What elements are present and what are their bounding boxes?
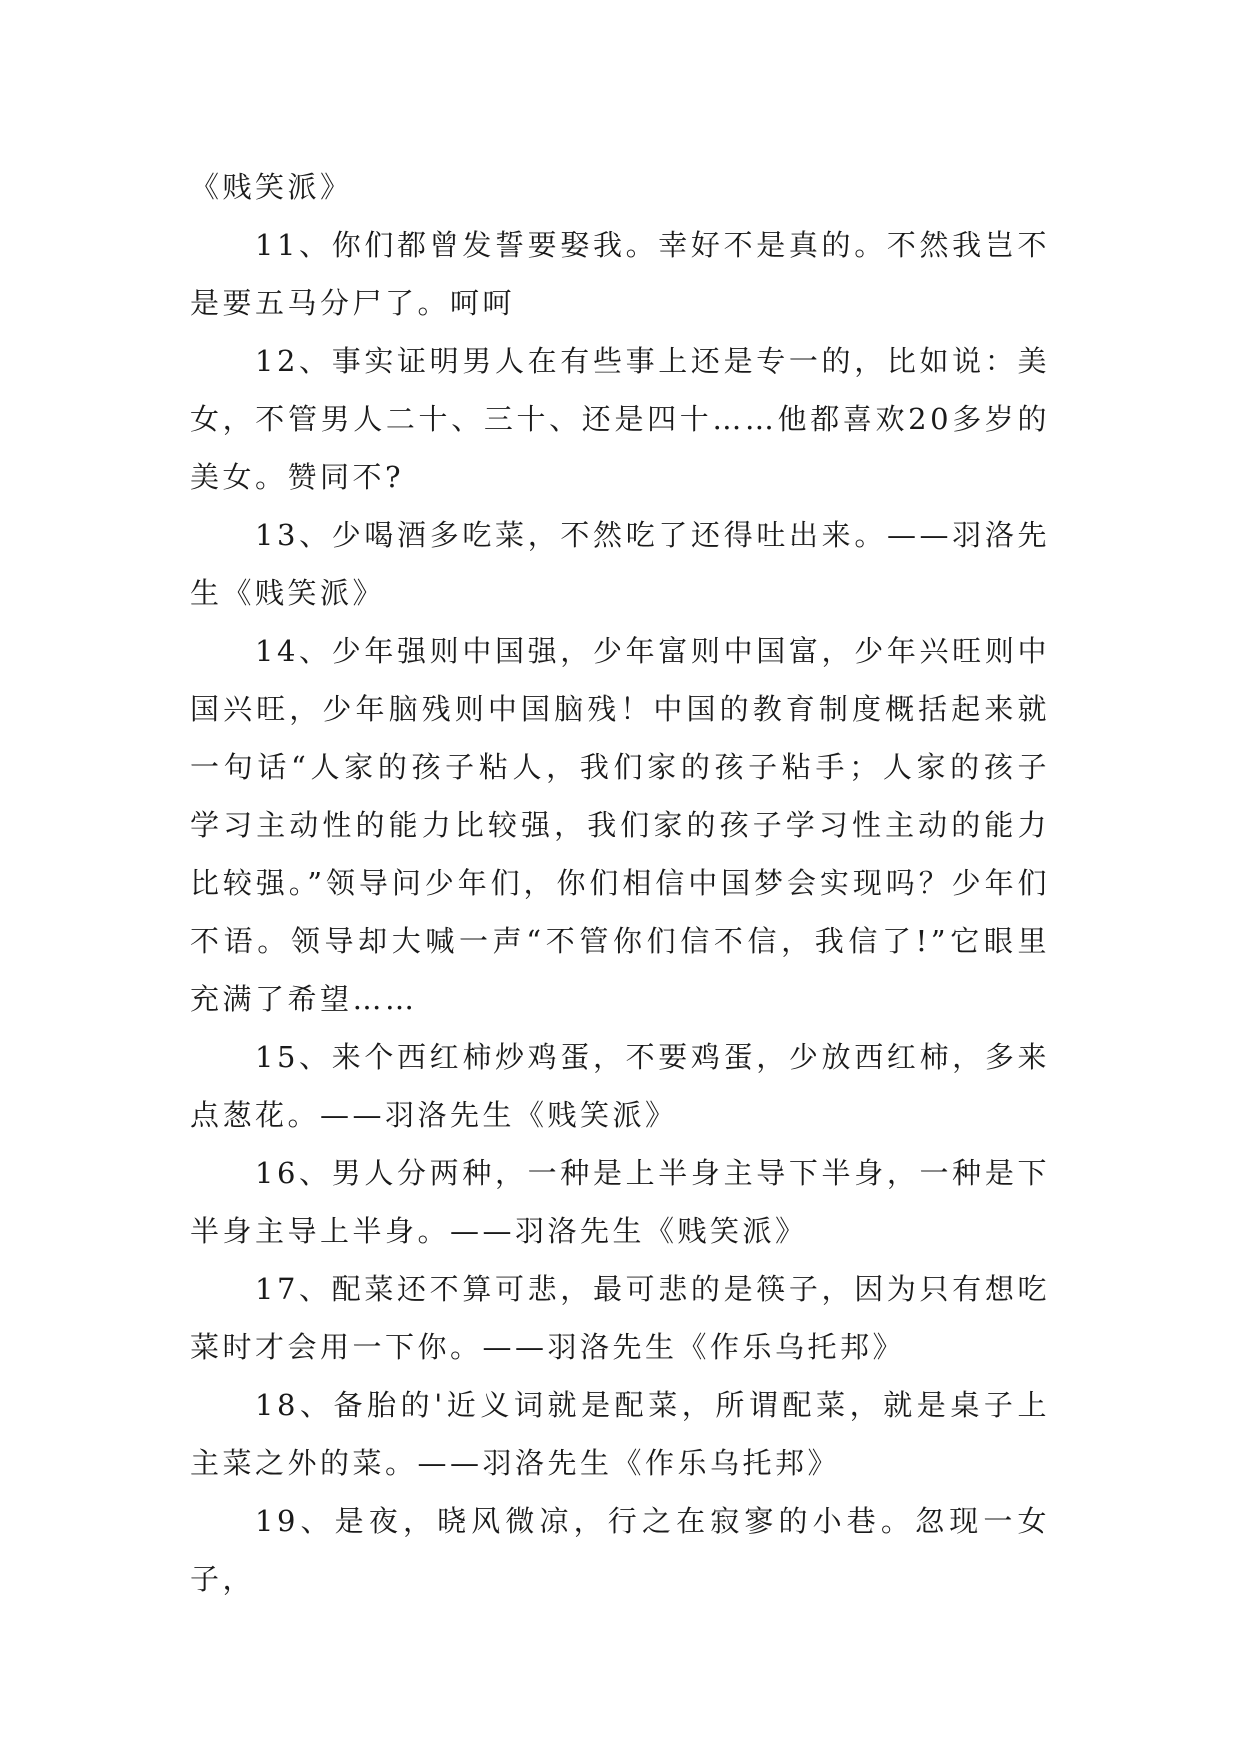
paragraph-item-17: 17、配菜还不算可悲，最可悲的是筷子，因为只有想吃菜时才会用一下你。——羽洛先生《作乐乌托邦》: [190, 1272, 1050, 1364]
paragraph-item-12: 12、事实证明男人在有些事上还是专一的，比如说：美女，不管男人二十、三十、还是四十……他都喜欢20多岁的美女。赞同不?: [190, 344, 1050, 494]
paragraph-item-14: 14、少年强则中国强，少年富则中国富，少年兴旺则中国兴旺，少年脑残则中国脑残！中国的教育制度概括起来就一句话“人家的孩子粘人，我们家的孩子粘手；人家的孩子学习主动性的能力比较强，我们家的孩子学习性主动的能力比较强。”领导问少年们，你们相信中国梦会实现吗？少年们不语。领导却大喊一声“不管你们信不信，我信了!”它眼里充满了希望……: [190, 634, 1050, 1016]
paragraph-item-11: 11、你们都曾发誓要娶我。幸好不是真的。不然我岂不是要五马分尸了。呵呵: [190, 228, 1050, 320]
paragraph-continuation: 《贱笑派》: [190, 170, 353, 204]
paragraph-item-18: 18、备胎的'近义词就是配菜，所谓配菜，就是桌子上主菜之外的菜。——羽洛先生《作乐乌托邦》: [190, 1388, 1050, 1480]
paragraph-item-19: 19、是夜，晓风微凉，行之在寂寥的小巷。忽现一女子，: [190, 1504, 1050, 1596]
document-page: [190, 158, 1050, 1608]
paragraph-item-16: 16、男人分两种，一种是上半身主导下半身，一种是下半身主导上半身。——羽洛先生《贱笑派》: [190, 1156, 1050, 1248]
paragraph-item-15: 15、来个西红柿炒鸡蛋，不要鸡蛋，少放西红柿，多来点葱花。——羽洛先生《贱笑派》: [190, 1040, 1050, 1132]
paragraph-item-13: 13、少喝酒多吃菜，不然吃了还得吐出来。——羽洛先生《贱笑派》: [190, 518, 1050, 610]
